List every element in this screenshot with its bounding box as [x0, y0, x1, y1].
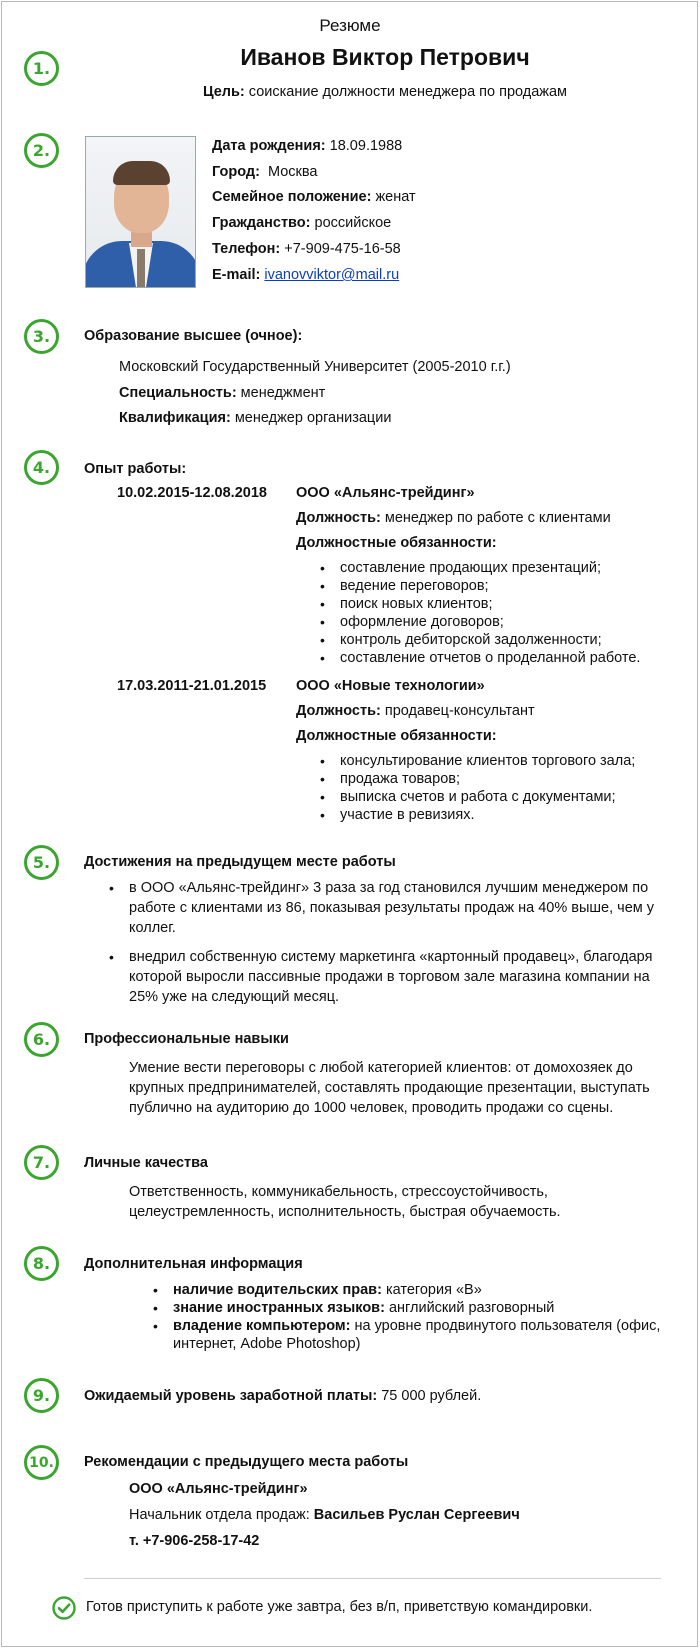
list-item: • участие в ревизиях.: [318, 806, 635, 824]
job-duties-label: Должностные обязанности:: [296, 728, 497, 744]
experience-heading: Опыт работы:: [84, 461, 187, 477]
birth-date-label: Дата рождения:: [212, 138, 326, 154]
list-item: • составление отчетов о проделанной работе.: [318, 649, 640, 667]
email-link[interactable]: ivanovviktor@mail.ru: [264, 267, 400, 283]
skills-text: Умение вести переговоры с любой категорией клиентов: от домохозяек до крупных предпринимателей, составлять продающие презентации, выступать публично на аудиторию до 1000 человек, проводить продажи со сцены.: [129, 1060, 650, 1116]
candidate-name: Иванов Виктор Петрович: [240, 44, 530, 70]
job-duties-list: [318, 559, 640, 667]
reference-company: ООО «Альянс-трейдинг»: [129, 1481, 308, 1497]
item-label: владение компьютером:: [173, 1318, 351, 1334]
section-2-icon: 2.: [24, 133, 59, 168]
footer-check-icon: [52, 1596, 76, 1620]
qualities-text: Ответственность, коммуникабельность, стрессоустойчивость, целеустремленность, исполнительность, быстрая обучаемость.: [129, 1184, 561, 1220]
job-duties-label: Должностные обязанности:: [296, 535, 497, 551]
section-1-icon: 1.: [24, 51, 59, 86]
section-4-icon: 4.: [24, 450, 59, 485]
phone-label: Телефон:: [212, 241, 281, 257]
references-heading: Рекомендации с предыдущего места работы: [84, 1454, 409, 1470]
job-position-label: Должность:: [296, 703, 381, 719]
list-item: • продажа товаров;: [318, 770, 635, 788]
item-value: на уровне продвинутого пользователя (офис, интернет, Adobe Photoshop): [173, 1318, 661, 1352]
section-9-icon: 9.: [24, 1378, 59, 1413]
salary-label: Ожидаемый уровень заработной платы:: [84, 1388, 378, 1404]
goal-value: соискание должности менеджера по продажам: [244, 84, 568, 100]
goal-label: Цель:: [202, 84, 245, 100]
list-item: • поиск новых клиентов;: [318, 595, 640, 613]
achievements-list: [107, 878, 677, 1007]
candidate-photo: [85, 136, 196, 288]
salary-row: [84, 1388, 481, 1404]
reference-person-prefix: Начальник отдела продаж:: [129, 1507, 314, 1523]
email-row: [212, 267, 399, 283]
marital-status-value: женат: [371, 189, 416, 205]
specialty-label: Специальность:: [119, 385, 237, 401]
marital-status-label: Семейное положение:: [212, 189, 372, 205]
footer-divider: [84, 1578, 661, 1579]
section-5-icon: 5.: [24, 845, 59, 880]
citizenship-row: [212, 215, 391, 231]
birth-date-row: [212, 138, 402, 154]
job-position-row: [296, 510, 611, 526]
phone-row: [212, 241, 401, 257]
job-position-row: [296, 703, 535, 719]
achievements-heading: Достижения на предыдущем месте работы: [84, 854, 396, 870]
goal-line: [0, 84, 700, 100]
list-item: • консультирование клиентов торгового зала;: [318, 752, 635, 770]
section-10-icon: 10.: [24, 1445, 59, 1480]
citizenship-value: российское: [310, 215, 392, 231]
qualities-heading: Личные качества: [84, 1155, 208, 1171]
qualification-row: [119, 410, 391, 426]
salary-value: 75 000 рублей.: [377, 1388, 482, 1404]
job-company: ООО «Новые технологии»: [296, 678, 485, 694]
phone-value: +7-909-475-16-58: [280, 241, 401, 257]
list-item: • контроль дебиторской задолженности;: [318, 631, 640, 649]
birth-date-value: 18.09.1988: [325, 138, 403, 154]
job-company: ООО «Альянс-трейдинг»: [296, 485, 475, 501]
list-item: • в ООО «Альянс-трейдинг» 3 раза за год становился лучшим менеджером по работе с клиентами из 86, показывая результаты продаж на 40% выше, чем у коллег.: [107, 878, 677, 938]
reference-person-row: [129, 1507, 520, 1523]
job-position-value: менеджер по работе с клиентами: [380, 510, 611, 526]
list-item: [151, 1317, 671, 1353]
city-row: [212, 164, 317, 180]
section-6-icon: 6.: [24, 1022, 59, 1057]
section-8-icon: 8.: [24, 1246, 59, 1281]
reference-phone: т. +7-906-258-17-42: [129, 1533, 260, 1549]
list-item: • ведение переговоров;: [318, 577, 640, 595]
job-period: 10.02.2015-12.08.2018: [117, 485, 267, 501]
university: Московский Государственный Университет (2005-2010 г.г.): [119, 359, 511, 375]
city-value: Москва: [259, 164, 318, 180]
item-value: английский разговорный: [384, 1300, 555, 1316]
document-title: Резюме: [319, 16, 381, 35]
list-item: • оформление договоров;: [318, 613, 640, 631]
citizenship-label: Гражданство:: [212, 215, 311, 231]
list-item: • внедрил собственную систему маркетинга «картонный продавец», благодаря которой выросли пассивные продажи в торговом зале магазина компании на 25% уже на следующий месяц.: [107, 947, 677, 1007]
item-value: категория «В»: [381, 1282, 482, 1298]
job-position-value: продавец-консультант: [380, 703, 535, 719]
list-item: [151, 1281, 671, 1299]
additional-list: [151, 1281, 671, 1353]
reference-person-name: Васильев Руслан Сергеевич: [313, 1507, 520, 1523]
section-7-icon: 7.: [24, 1145, 59, 1180]
footer-note: Готов приступить к работе уже завтра, без в/п, приветствую командировки.: [86, 1599, 593, 1615]
city-label: Город:: [212, 164, 260, 180]
list-item: [151, 1299, 671, 1317]
qualification-label: Квалификация:: [119, 410, 231, 426]
job-period: 17.03.2011-21.01.2015: [117, 678, 267, 694]
job-position-label: Должность:: [296, 510, 381, 526]
specialty-row: [119, 385, 325, 401]
specialty-value: менеджмент: [236, 385, 326, 401]
education-heading: Образование высшее (очное):: [84, 328, 303, 344]
item-label: наличие водительских прав:: [173, 1282, 382, 1298]
additional-heading: Дополнительная информация: [84, 1256, 303, 1272]
list-item: • составление продающих презентаций;: [318, 559, 640, 577]
list-item: • выписка счетов и работа с документами;: [318, 788, 635, 806]
skills-heading: Профессиональные навыки: [84, 1031, 289, 1047]
job-duties-list: [318, 752, 635, 824]
qualification-value: менеджер организации: [230, 410, 392, 426]
marital-status-row: [212, 189, 416, 205]
email-label: E-mail:: [212, 267, 261, 283]
section-3-icon: 3.: [24, 319, 59, 354]
item-label: знание иностранных языков:: [173, 1300, 385, 1316]
